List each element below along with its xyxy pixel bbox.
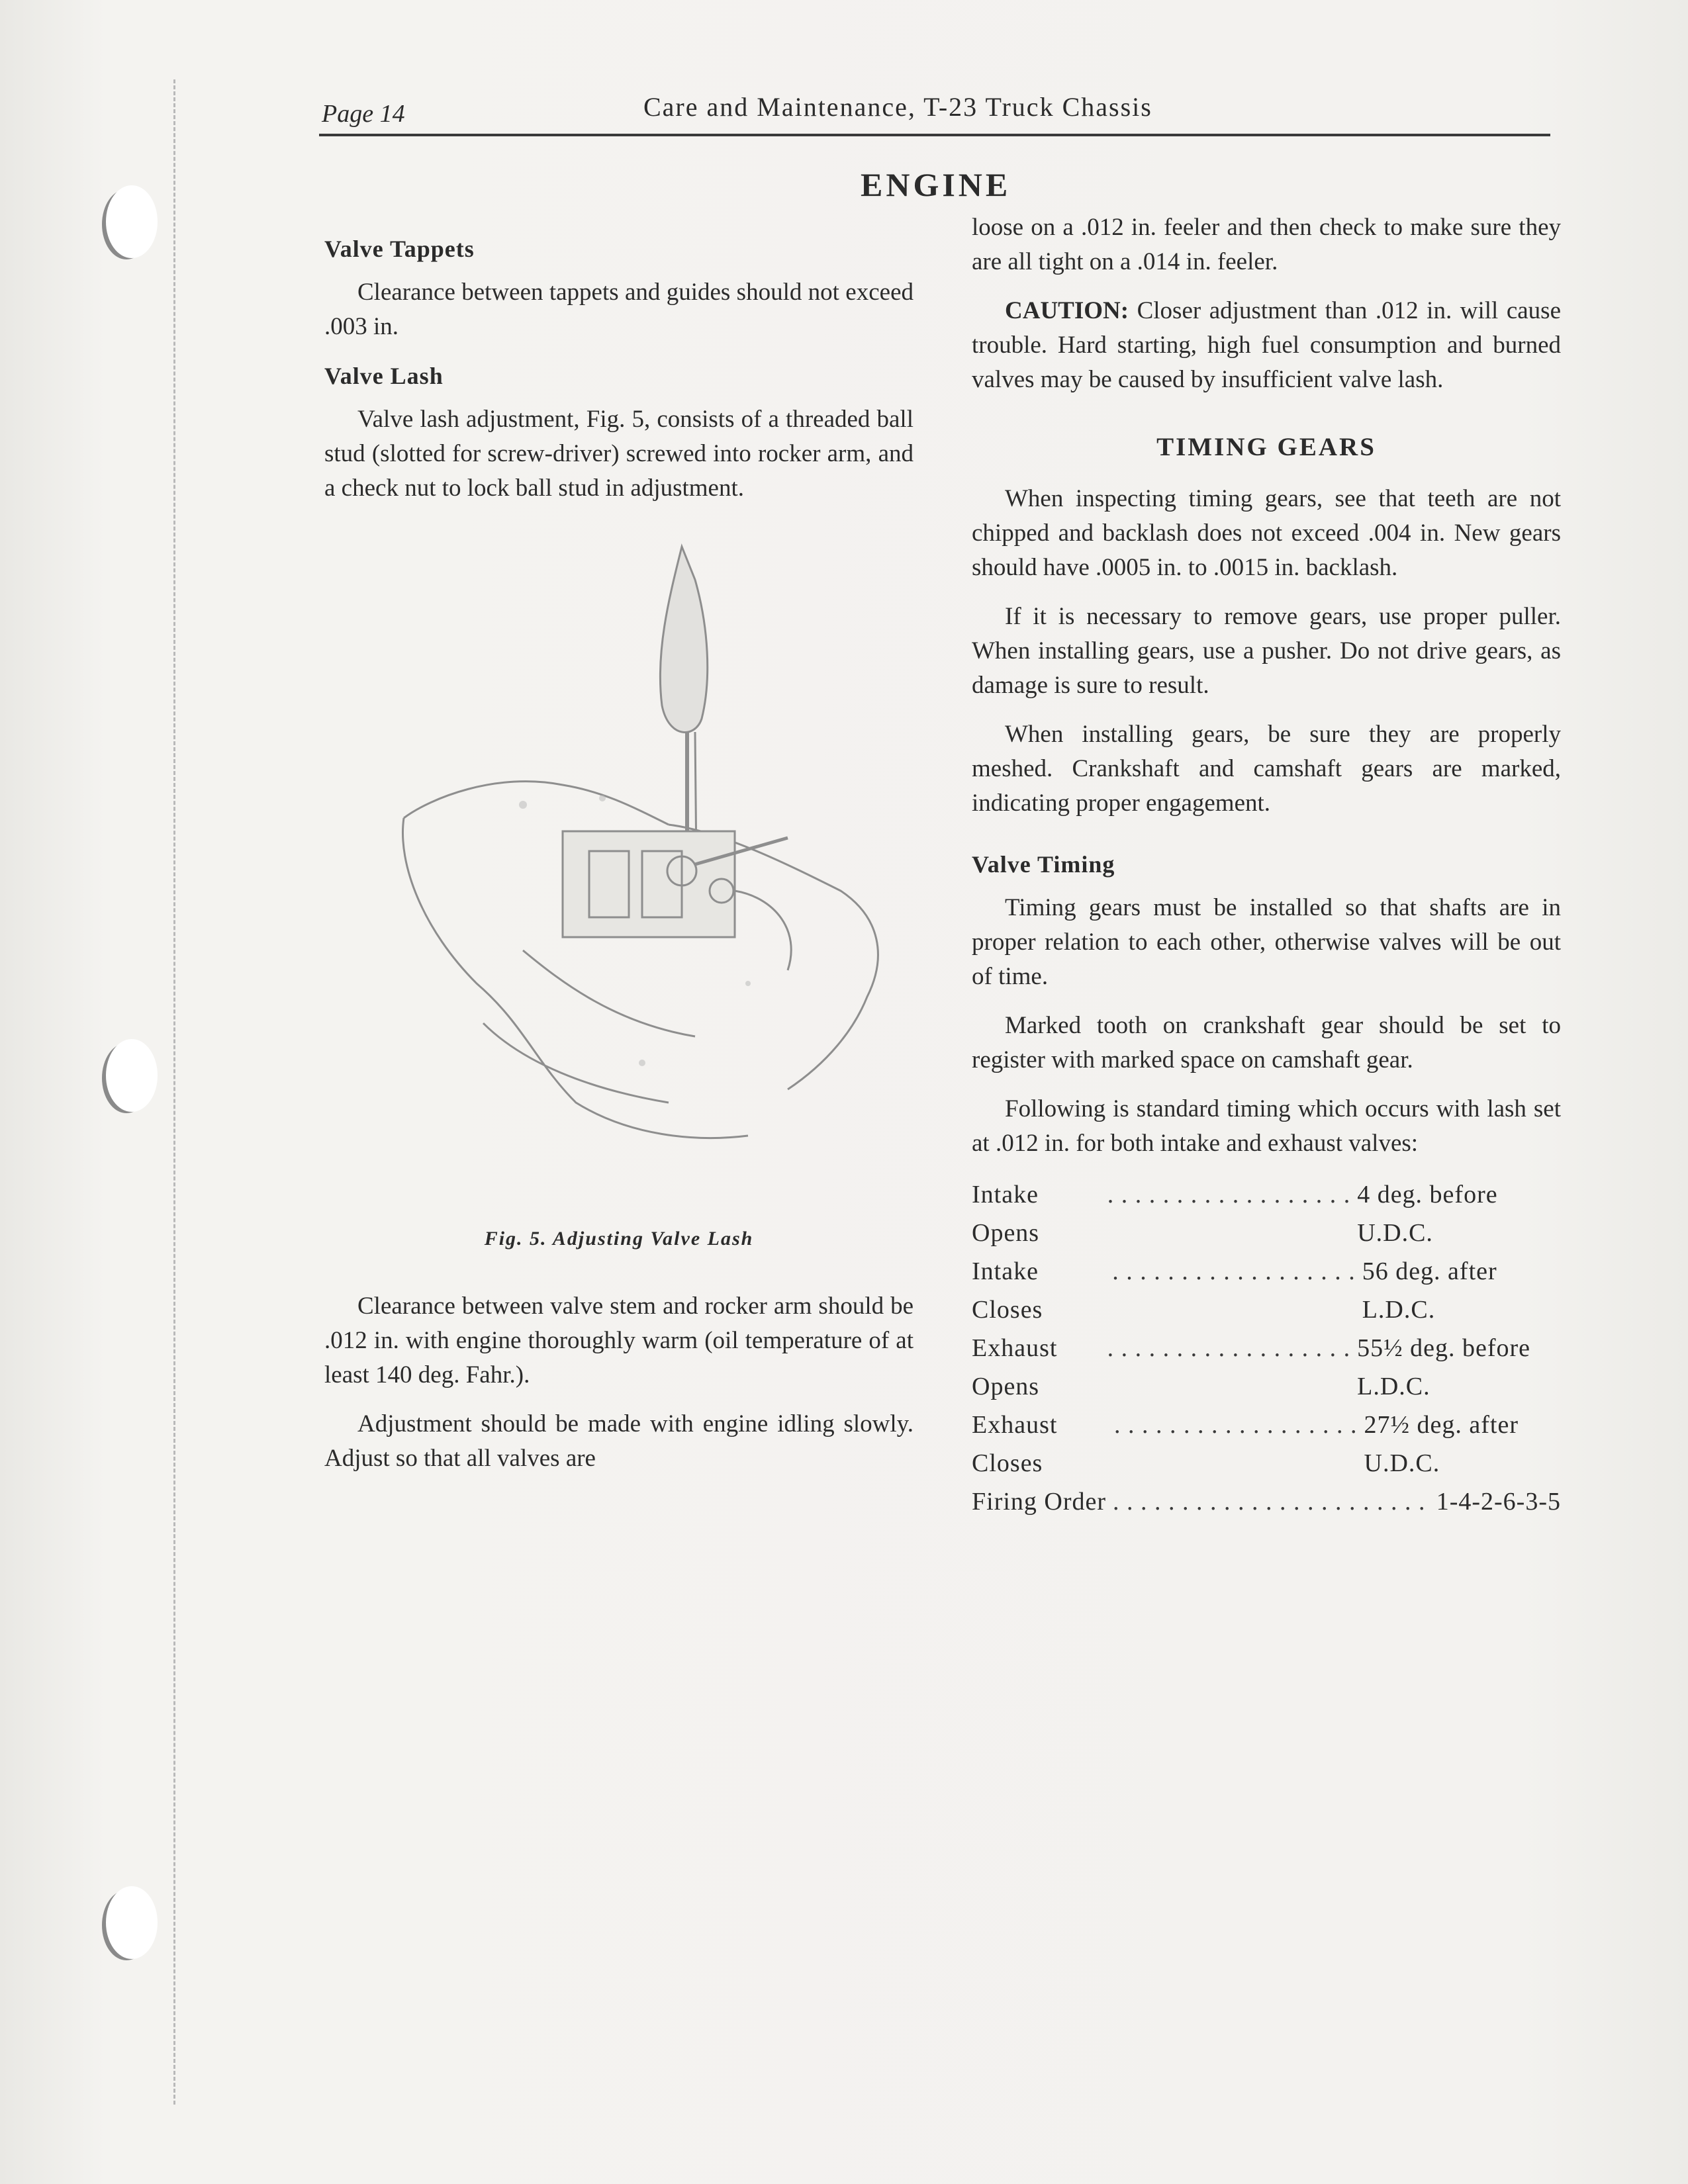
adjustment-paragraph: Adjustment should be made with engine idling slowly. Adjust so that all valves are — [324, 1410, 914, 1472]
page-header — [319, 86, 1550, 136]
leader-dots: . . . . . . . . . . . . . . . . . . — [1114, 1411, 1358, 1439]
valve-timing-p1: Timing gears must be installed so that shafts are in proper relation to each other, otherwise valves will be out of time. — [972, 894, 1561, 990]
valve-lash-heading: Valve Lash — [324, 363, 444, 389]
timing-label: Exhaust Opens — [972, 1334, 1058, 1400]
timing-row — [972, 1329, 1561, 1406]
running-title: Care and Maintenance, T-23 Truck Chassis — [643, 92, 1152, 122]
timing-value: 55½ deg. before L.D.C. — [1357, 1334, 1531, 1400]
timing-table — [972, 1175, 1561, 1521]
figure-caption: Fig. 5. Adjusting Valve Lash — [484, 1228, 754, 1250]
timing-value: 27½ deg. after U.D.C. — [1364, 1411, 1519, 1477]
timing-value: 1-4-2-6-3-5 — [1436, 1488, 1561, 1516]
timing-value: 4 deg. before U.D.C. — [1357, 1181, 1498, 1247]
timing-label: Intake Closes — [972, 1257, 1043, 1324]
timing-row — [972, 1406, 1561, 1482]
timing-label: Exhaust Closes — [972, 1411, 1058, 1477]
timing-row — [972, 1482, 1561, 1521]
valve-tappets-text: Clearance between tappets and guides should not exceed .003 in. — [324, 279, 914, 340]
punch-hole-top — [106, 185, 158, 258]
timing-gears-p1: When inspecting timing gears, see that teeth are not chipped and backlash does not exceed .004 in. New gears should have .0005 in. to .0015 in. backlash. — [972, 485, 1561, 581]
valve-tappets-heading: Valve Tappets — [324, 236, 475, 262]
valve-timing-p2: Marked tooth on crankshaft gear should be set to register with marked space on camshaft gear. — [972, 1012, 1561, 1073]
punch-hole-middle — [106, 1039, 158, 1112]
leader-dots: . . . . . . . . . . . . . . . . . . — [1107, 1181, 1351, 1208]
valve-timing-p3: Following is standard timing which occurs with lash set at .012 in. for both intake and exhaust valves: — [972, 1095, 1561, 1157]
timing-gears-heading: TIMING GEARS — [1156, 433, 1376, 461]
timing-row — [972, 1252, 1561, 1329]
timing-row — [972, 1175, 1561, 1252]
timing-label: Intake Opens — [972, 1181, 1040, 1247]
clearance-paragraph: Clearance between valve stem and rocker arm should be .012 in. with engine thoroughly warm (oil temperature of at least 140 deg. Fahr.). — [324, 1293, 914, 1388]
right-column — [972, 210, 1561, 1521]
timing-value: 56 deg. after L.D.C. — [1362, 1257, 1497, 1324]
page-number: Page 14 — [322, 100, 405, 128]
leader-dots: . . . . . . . . . . . . . . . . . . — [1107, 1334, 1351, 1362]
punch-hole-bottom — [106, 1886, 158, 1959]
margin-line — [173, 79, 175, 2105]
caution-label: CAUTION: — [1005, 297, 1129, 324]
left-column — [324, 225, 914, 1490]
timing-gears-p2: If it is necessary to remove gears, use proper puller. When installing gears, use a pusher. Do not drive gears, as damage is sure to result. — [972, 603, 1561, 699]
caution-paragraph — [972, 294, 1561, 397]
leader-dots: . . . . . . . . . . . . . . . . . . . . . . . — [1113, 1488, 1426, 1516]
valve-lash-illustration — [324, 520, 914, 1222]
valve-lash-text: Valve lash adjustment, Fig. 5, consists of a threaded ball stud (slotted for screw-driver) screwed into rocker arm, and a check nut to lock ball stud in adjustment. — [324, 406, 914, 502]
section-title: ENGINE — [861, 166, 1011, 203]
continuation-paragraph: loose on a .012 in. feeler and then check to make sure they are all tight on a .014 in. feeler. — [972, 214, 1561, 275]
timing-label: Firing Order — [972, 1488, 1107, 1516]
caution-text: Closer adjustment than .012 in. will cause trouble. Hard starting, high fuel consumption and burned valves may be caused by insufficient valve lash. — [972, 297, 1561, 393]
timing-gears-p3: When installing gears, be sure they are properly meshed. Crankshaft and camshaft gears are marked, indicating proper engagement. — [972, 721, 1561, 817]
leader-dots: . . . . . . . . . . . . . . . . . . — [1112, 1257, 1356, 1285]
figure-valve-lash — [324, 520, 914, 1222]
valve-timing-heading: Valve Timing — [972, 851, 1115, 878]
